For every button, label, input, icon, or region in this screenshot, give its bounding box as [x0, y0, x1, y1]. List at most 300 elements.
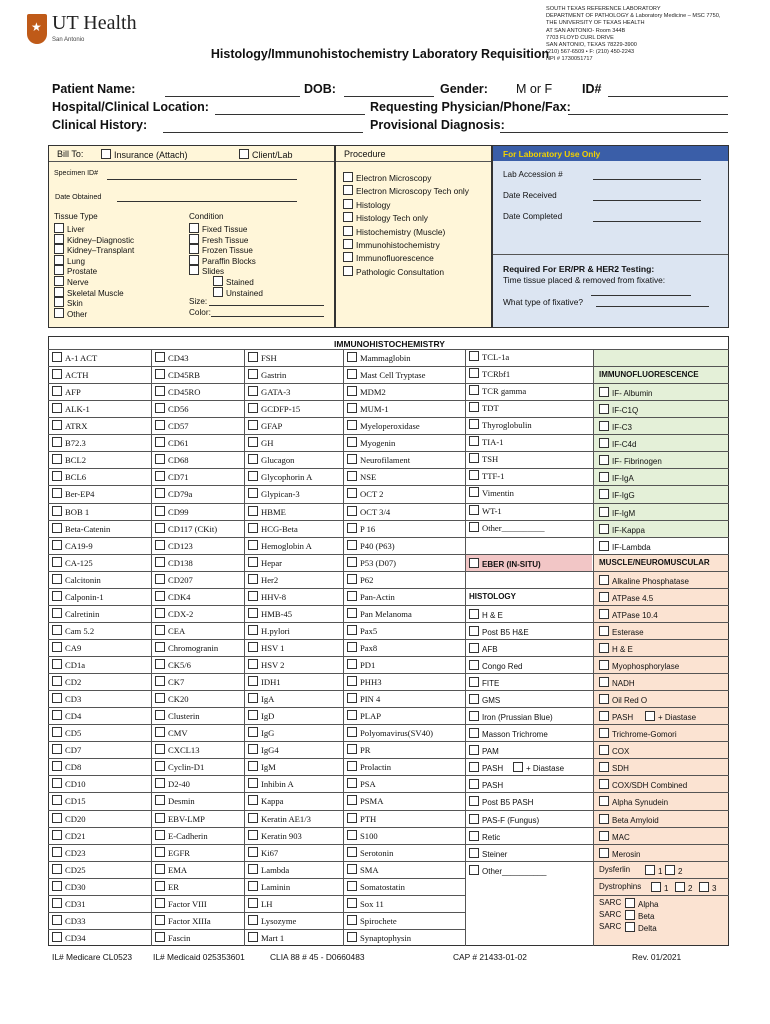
- grid-row-divider: [244, 792, 343, 793]
- grid-row-divider: [593, 417, 729, 418]
- if-checkbox[interactable]: IF-C4d: [599, 438, 636, 449]
- ihc-test-checkbox[interactable]: CDX-2: [155, 608, 193, 619]
- tissue-checkbox[interactable]: Skin: [54, 297, 83, 308]
- muscle-diastase-checkbox[interactable]: + Diastase: [645, 711, 696, 722]
- ihc-test-checkbox[interactable]: CD207: [155, 574, 193, 585]
- ihc-test-checkbox[interactable]: PSA: [347, 778, 376, 789]
- histology-checkbox[interactable]: Post B5 PASH: [469, 796, 533, 807]
- ihc-test-checkbox[interactable]: CMV: [155, 727, 188, 738]
- grid-row-divider: [151, 451, 244, 452]
- specimen-id-field[interactable]: [107, 179, 297, 180]
- ihc-test-checkbox[interactable]: P 16: [347, 523, 375, 534]
- ihc-test-checkbox[interactable]: CDK4: [155, 591, 190, 602]
- ihc-test-checkbox[interactable]: CD25: [52, 864, 86, 875]
- tissue-checkbox[interactable]: Kidney–Diagnostic: [54, 234, 134, 245]
- histology-checkbox[interactable]: PASH: [469, 762, 503, 773]
- ihc-test-checkbox[interactable]: TTF-1: [469, 470, 504, 481]
- procedure-checkbox[interactable]: Immunofluorescence: [343, 252, 434, 263]
- grid-row-divider: [48, 895, 151, 896]
- if-checkbox[interactable]: IF- Albumin: [599, 387, 652, 398]
- condition-checkbox[interactable]: Slides: [189, 265, 224, 276]
- ihc-test-checkbox[interactable]: Neurofilament: [347, 454, 410, 465]
- dob-field[interactable]: [344, 96, 434, 97]
- ihc-test-checkbox[interactable]: Calponin-1: [52, 591, 104, 602]
- ihc-test-checkbox[interactable]: CD34: [52, 932, 86, 943]
- histology-checkbox[interactable]: AFB: [469, 643, 498, 654]
- ihc-test-checkbox[interactable]: GATA-3: [248, 386, 290, 397]
- grid-row-divider: [593, 366, 729, 367]
- location-field[interactable]: [215, 114, 365, 115]
- ihc-test-checkbox[interactable]: CD20: [52, 813, 86, 824]
- grid-row-divider: [465, 724, 593, 725]
- ihc-test-checkbox[interactable]: P62: [347, 574, 373, 585]
- muscle-checkbox[interactable]: Myophosphorylase: [599, 660, 679, 671]
- grid-row-divider: [465, 503, 593, 504]
- ihc-test-checkbox[interactable]: Keratin 903: [248, 830, 302, 841]
- histology-checkbox[interactable]: PAS-F (Fungus): [469, 814, 539, 825]
- size-field[interactable]: [209, 305, 324, 306]
- ihc-test-checkbox[interactable]: NSE: [347, 471, 376, 482]
- procedure-checkbox[interactable]: Electron Microscopy Tech only: [343, 185, 469, 196]
- ihc-test-checkbox[interactable]: Mammaglobin: [347, 352, 411, 363]
- unstained-checkbox[interactable]: Unstained: [213, 287, 263, 298]
- if-checkbox[interactable]: IF- Fibrinogen: [599, 455, 662, 466]
- ihc-test-checkbox[interactable]: CD1a: [52, 659, 85, 670]
- histology-checkbox[interactable]: PASH: [469, 779, 503, 790]
- grid-row-divider: [151, 639, 244, 640]
- if-checkbox[interactable]: IF-IgA: [599, 472, 634, 483]
- ihc-test-checkbox[interactable]: Laminin: [248, 881, 290, 892]
- grid-row-divider: [343, 588, 465, 589]
- ihc-test-checkbox[interactable]: PTH: [347, 813, 376, 824]
- ihc-test-checkbox[interactable]: CD138: [155, 557, 193, 568]
- ihc-test-checkbox[interactable]: HBME: [248, 506, 286, 517]
- ihc-test-checkbox[interactable]: CEA: [155, 625, 185, 636]
- grid-row-divider: [343, 571, 465, 572]
- dysferlin-2-checkbox[interactable]: 2: [665, 865, 682, 876]
- ihc-test-checkbox[interactable]: TDT: [469, 402, 499, 413]
- ihc-test-checkbox[interactable]: ALK-1: [52, 403, 90, 414]
- grid-row-divider: [465, 639, 593, 640]
- histology-checkbox[interactable]: H & E: [469, 609, 503, 620]
- date-completed-field[interactable]: [593, 221, 701, 222]
- lab-accession-field[interactable]: [593, 179, 701, 180]
- ihc-test-checkbox[interactable]: Chromogranin: [155, 642, 218, 653]
- ihc-test-checkbox[interactable]: BCL2: [52, 454, 86, 465]
- ihc-test-checkbox[interactable]: Spirochete: [347, 915, 397, 926]
- ihc-test-checkbox[interactable]: GH: [248, 437, 273, 448]
- grid-row-divider: [343, 417, 465, 418]
- grid-row-divider: [343, 468, 465, 469]
- grid-row-divider: [244, 741, 343, 742]
- ihc-test-checkbox[interactable]: CD15: [52, 795, 86, 806]
- ihc-test-checkbox[interactable]: Kappa: [248, 795, 283, 806]
- ihc-test-checkbox[interactable]: CD43: [155, 352, 189, 363]
- ihc-test-checkbox[interactable]: D2-40: [155, 778, 190, 789]
- histology-checkbox[interactable]: Retic: [469, 831, 500, 842]
- histology-checkbox[interactable]: Steiner: [469, 848, 507, 859]
- ihc-test-checkbox[interactable]: CK5/6: [155, 659, 191, 670]
- grid-row-divider: [48, 537, 151, 538]
- ihc-test-checkbox[interactable]: SMA: [347, 864, 379, 875]
- ihc-test-checkbox[interactable]: B72.3: [52, 437, 86, 448]
- condition-checkbox[interactable]: Fixed Tissue: [189, 223, 247, 234]
- ihc-test-checkbox[interactable]: IgG: [248, 727, 274, 738]
- dysferlin-1-checkbox[interactable]: 1: [645, 865, 662, 876]
- grid-row-divider: [151, 605, 244, 606]
- tissue-checkbox[interactable]: Liver: [54, 223, 85, 234]
- date-obtained-field[interactable]: [117, 201, 297, 202]
- ihc-test-checkbox[interactable]: Keratin AE1/3: [248, 813, 311, 824]
- tissue-checkbox[interactable]: Skeletal Muscle: [54, 287, 124, 298]
- ihc-test-checkbox[interactable]: EBV-LMP: [155, 813, 205, 824]
- ihc-test-checkbox[interactable]: HCG-Beta: [248, 523, 298, 534]
- ihc-test-checkbox[interactable]: Myeloperoxidase: [347, 420, 420, 431]
- grid-row-divider: [48, 468, 151, 469]
- ihc-test-checkbox[interactable]: PHH3: [347, 676, 382, 687]
- ihc-test-checkbox[interactable]: Prolactin: [347, 761, 391, 772]
- grid-row-divider: [151, 383, 244, 384]
- erpr-fixative-time-field[interactable]: [591, 295, 691, 296]
- ihc-test-checkbox[interactable]: TCL-1a: [469, 351, 509, 362]
- ihc-test-checkbox[interactable]: P40 (P63): [347, 540, 395, 551]
- ihc-test-checkbox[interactable]: EGFR: [155, 847, 190, 858]
- muscle-checkbox[interactable]: ATPase 10.4: [599, 609, 658, 620]
- grid-row-divider: [465, 571, 593, 572]
- ihc-test-checkbox[interactable]: CD7: [52, 744, 81, 755]
- muscle-checkbox[interactable]: Alpha Synudein: [599, 796, 668, 807]
- histology-checkbox[interactable]: PAM: [469, 745, 499, 756]
- ihc-test-checkbox[interactable]: IDH1: [248, 676, 281, 687]
- ihc-test-checkbox[interactable]: GCDFP-15: [248, 403, 300, 414]
- ihc-test-checkbox[interactable]: WT-1: [469, 505, 502, 516]
- footer-clia: CLIA 88 # 45 - D0660483: [270, 952, 365, 962]
- ihc-test-checkbox[interactable]: CA19-9: [52, 540, 93, 551]
- ihc-test-checkbox[interactable]: TCR gamma: [469, 385, 526, 396]
- ihc-test-checkbox[interactable]: IgD: [248, 710, 274, 721]
- ihc-test-checkbox[interactable]: CD33: [52, 915, 86, 926]
- muscle-checkbox[interactable]: MAC: [599, 831, 630, 842]
- erpr-fixative-type-field[interactable]: [596, 306, 709, 307]
- ihc-test-checkbox[interactable]: CD8: [52, 761, 81, 772]
- ihc-test-checkbox[interactable]: Other__________: [469, 522, 545, 533]
- ihc-test-checkbox[interactable]: CD31: [52, 898, 86, 909]
- bill-to-label: Bill To:: [57, 149, 84, 159]
- muscle-checkbox[interactable]: COX: [599, 745, 629, 756]
- grid-divider: [343, 349, 344, 946]
- ihc-test-checkbox[interactable]: Thyroglobulin: [469, 419, 532, 430]
- ihc-test-checkbox[interactable]: Hemoglobin A: [248, 540, 312, 551]
- color-field[interactable]: [211, 316, 324, 317]
- ihc-test-checkbox[interactable]: GFAP: [248, 420, 282, 431]
- insurance-checkbox[interactable]: Insurance (Attach): [101, 149, 188, 160]
- ihc-test-checkbox[interactable]: Sox 11: [347, 898, 384, 909]
- ihc-test-checkbox[interactable]: Clusterin: [155, 710, 200, 721]
- muscle-checkbox[interactable]: Esterase: [599, 626, 644, 637]
- ihc-test-checkbox[interactable]: Cyclin-D1: [155, 761, 204, 772]
- histology-checkbox[interactable]: Iron (Prussian Blue): [469, 711, 553, 722]
- ihc-test-checkbox[interactable]: Hepar: [248, 557, 282, 568]
- ihc-test-checkbox[interactable]: Factor XIIIa: [155, 915, 211, 926]
- muscle-checkbox[interactable]: SDH: [599, 762, 629, 773]
- footer-cap: CAP # 21433-01-02: [453, 952, 527, 962]
- grid-row-divider: [244, 861, 343, 862]
- histology-checkbox[interactable]: Other__________: [469, 865, 547, 876]
- ihc-test-checkbox[interactable]: Pax8: [347, 642, 377, 653]
- tissue-checkbox[interactable]: Lung: [54, 255, 85, 266]
- histology-checkbox[interactable]: Post B5 H&E: [469, 626, 529, 637]
- date-received-field[interactable]: [593, 200, 701, 201]
- grid-row-divider: [151, 434, 244, 435]
- grid-row-divider: [48, 792, 151, 793]
- history-label: Clinical History:: [52, 118, 148, 132]
- ihc-test-checkbox[interactable]: Inhibin A: [248, 778, 294, 789]
- id-field[interactable]: [608, 96, 728, 97]
- ihc-test-checkbox[interactable]: CD10: [52, 778, 86, 789]
- ihc-test-checkbox[interactable]: H.pylori: [248, 625, 290, 636]
- ihc-test-checkbox[interactable]: FSH: [248, 352, 277, 363]
- ihc-test-checkbox[interactable]: PLAP: [347, 710, 381, 721]
- ihc-test-checkbox[interactable]: Desmin: [155, 795, 195, 806]
- if-checkbox[interactable]: IF-C1Q: [599, 404, 638, 415]
- ihc-test-checkbox[interactable]: Cam 5.2: [52, 625, 94, 636]
- procedure-checkbox[interactable]: Histology Tech only: [343, 212, 428, 223]
- ihc-test-checkbox[interactable]: BCL6: [52, 471, 86, 482]
- ihc-test-checkbox[interactable]: Her2: [248, 574, 278, 585]
- ihc-test-checkbox[interactable]: OCT 2: [347, 488, 383, 499]
- ihc-test-checkbox[interactable]: MDM2: [347, 386, 386, 397]
- client-lab-checkbox[interactable]: Client/Lab: [239, 149, 293, 160]
- procedure-checkbox[interactable]: Pathologic Consultation: [343, 266, 444, 277]
- grid-row-divider: [465, 605, 593, 606]
- if-checkbox[interactable]: IF-Kappa: [599, 524, 645, 535]
- tissue-checkbox[interactable]: Kidney–Transplant: [54, 244, 134, 255]
- ihc-test-checkbox[interactable]: CD45RB: [155, 369, 200, 380]
- ihc-test-checkbox[interactable]: PIN 4: [347, 693, 380, 704]
- procedure-checkbox[interactable]: Histochemistry (Muscle): [343, 226, 445, 237]
- gender-options[interactable]: M or F: [516, 82, 553, 96]
- stained-checkbox[interactable]: Stained: [213, 276, 254, 287]
- ihc-test-checkbox[interactable]: Serotonin: [347, 847, 393, 858]
- ihc-test-checkbox[interactable]: Lysozyme: [248, 915, 296, 926]
- grid-row-divider: [244, 571, 343, 572]
- ihc-test-checkbox[interactable]: Gastrin: [248, 369, 286, 380]
- grid-row-divider: [151, 468, 244, 469]
- ihc-test-checkbox[interactable]: CXCL13: [155, 744, 200, 755]
- sarc-delta-checkbox[interactable]: Delta: [625, 922, 657, 933]
- ihc-test-checkbox[interactable]: A-1 ACT: [52, 352, 97, 363]
- ihc-test-checkbox[interactable]: E-Cadherin: [155, 830, 208, 841]
- eber-checkbox[interactable]: EBER (IN-SITU): [469, 558, 541, 569]
- tissue-checkbox[interactable]: Other: [54, 308, 87, 319]
- grid-row-divider: [343, 741, 465, 742]
- grid-row-divider: [465, 792, 593, 793]
- ihc-test-checkbox[interactable]: IgG4: [248, 744, 279, 755]
- ihc-test-checkbox[interactable]: Myogenin: [347, 437, 395, 448]
- ihc-test-checkbox[interactable]: TCRbf1: [469, 368, 510, 379]
- ihc-test-checkbox[interactable]: CD61: [155, 437, 189, 448]
- if-checkbox[interactable]: IF-IgG: [599, 489, 635, 500]
- condition-checkbox[interactable]: Frozen Tissue: [189, 244, 253, 255]
- physician-field[interactable]: [568, 114, 728, 115]
- ihc-test-checkbox[interactable]: Synaptophysin: [347, 932, 411, 943]
- grid-row-divider: [48, 588, 151, 589]
- ihc-test-checkbox[interactable]: CA-125: [52, 557, 93, 568]
- ihc-test-checkbox[interactable]: CD57: [155, 420, 189, 431]
- ihc-test-checkbox[interactable]: Polyomavirus(SV40): [347, 727, 433, 738]
- grid-row-divider: [343, 554, 465, 555]
- muscle-checkbox[interactable]: Beta Amyloid: [599, 814, 659, 825]
- grid-row-divider: [465, 400, 593, 401]
- if-checkbox[interactable]: IF-Lambda: [599, 541, 651, 552]
- ihc-test-checkbox[interactable]: Calretinin: [52, 608, 99, 619]
- ihc-test-checkbox[interactable]: CD5: [52, 727, 81, 738]
- if-checkbox[interactable]: IF-C3: [599, 421, 632, 432]
- ihc-test-checkbox[interactable]: Somatostatin: [347, 881, 405, 892]
- ihc-test-checkbox[interactable]: Glypican-3: [248, 488, 300, 499]
- sarc-beta-checkbox[interactable]: Beta: [625, 910, 654, 921]
- ihc-test-checkbox[interactable]: AFP: [52, 386, 81, 397]
- muscle-checkbox[interactable]: PASH: [599, 711, 633, 722]
- grid-row-divider: [343, 485, 465, 486]
- muscle-checkbox[interactable]: COX/SDH Combined: [599, 779, 687, 790]
- ihc-test-checkbox[interactable]: EMA: [155, 864, 187, 875]
- diastase-checkbox[interactable]: + Diastase: [513, 762, 564, 773]
- ihc-test-checkbox[interactable]: PD1: [347, 659, 375, 670]
- ihc-test-checkbox[interactable]: ATRX: [52, 420, 87, 431]
- ihc-test-checkbox[interactable]: CD4: [52, 710, 81, 721]
- ihc-test-checkbox[interactable]: HMB-45: [248, 608, 292, 619]
- ihc-test-checkbox[interactable]: OCT 3/4: [347, 506, 390, 517]
- ihc-test-checkbox[interactable]: IgA: [248, 693, 274, 704]
- ihc-test-checkbox[interactable]: Glucagon: [248, 454, 294, 465]
- ihc-test-checkbox[interactable]: Pan-Actin: [347, 591, 395, 602]
- histology-checkbox[interactable]: Congo Red: [469, 660, 522, 671]
- ihc-test-checkbox[interactable]: CD2: [52, 676, 81, 687]
- histology-checkbox[interactable]: FITE: [469, 677, 499, 688]
- ihc-test-checkbox[interactable]: CD99: [155, 506, 189, 517]
- grid-row-divider: [244, 707, 343, 708]
- tissue-checkbox[interactable]: Prostate: [54, 265, 97, 276]
- ihc-test-checkbox[interactable]: CD79a: [155, 488, 192, 499]
- procedure-checkbox[interactable]: Histology: [343, 199, 390, 210]
- ihc-test-checkbox[interactable]: HSV 1: [248, 642, 284, 653]
- histology-checkbox[interactable]: GMS: [469, 694, 500, 705]
- grid-row-divider: [151, 673, 244, 674]
- ihc-test-checkbox[interactable]: Glycophorin A: [248, 471, 312, 482]
- ihc-test-checkbox[interactable]: S100: [347, 830, 378, 841]
- dystrophins-1-checkbox[interactable]: 1: [651, 882, 668, 893]
- ihc-test-checkbox[interactable]: HSV 2: [248, 659, 284, 670]
- ihc-test-checkbox[interactable]: CD123: [155, 540, 193, 551]
- procedure-checkbox[interactable]: Electron Microscopy: [343, 172, 431, 183]
- ihc-test-checkbox[interactable]: CK7: [155, 676, 184, 687]
- history-field[interactable]: [163, 132, 363, 133]
- muscle-checkbox[interactable]: Alkaline Phosphatase: [599, 575, 689, 586]
- dystrophins-2-checkbox[interactable]: 2: [675, 882, 692, 893]
- diagnosis-field[interactable]: [500, 132, 728, 133]
- ihc-test-checkbox[interactable]: ER: [155, 881, 179, 892]
- muscle-checkbox[interactable]: Trichrome-Gomori: [599, 728, 677, 739]
- ihc-test-checkbox[interactable]: CD68: [155, 454, 189, 465]
- ihc-test-checkbox[interactable]: Lambda: [248, 864, 289, 875]
- muscle-checkbox[interactable]: H & E: [599, 643, 633, 654]
- ihc-test-checkbox[interactable]: MUM-1: [347, 403, 389, 414]
- ihc-test-checkbox[interactable]: CD71: [155, 471, 189, 482]
- ihc-test-checkbox[interactable]: PR: [347, 744, 371, 755]
- grid-row-divider: [48, 639, 151, 640]
- lab-use-section: [492, 145, 729, 328]
- ihc-test-checkbox[interactable]: P53 (D07): [347, 557, 396, 568]
- ihc-test-checkbox[interactable]: CD3: [52, 693, 81, 704]
- grid-row-divider: [593, 690, 729, 691]
- ihc-test-checkbox[interactable]: Mart 1: [248, 932, 284, 943]
- ihc-test-checkbox[interactable]: HHV-8: [248, 591, 286, 602]
- logo-name: UT Health: [52, 12, 137, 34]
- ihc-test-checkbox[interactable]: TSH: [469, 453, 498, 464]
- grid-row-divider: [244, 588, 343, 589]
- id-label: ID#: [582, 82, 602, 96]
- muscle-checkbox[interactable]: ATPase 4.5: [599, 592, 653, 603]
- grid-row-divider: [48, 400, 151, 401]
- muscle-checkbox[interactable]: Merosin: [599, 848, 640, 859]
- dystrophins-3-checkbox[interactable]: 3: [699, 882, 716, 893]
- condition-checkbox[interactable]: Paraffin Blocks: [189, 255, 256, 266]
- ihc-test-checkbox[interactable]: CA9: [52, 642, 81, 653]
- ihc-test-checkbox[interactable]: Vimentin: [469, 487, 514, 498]
- ihc-test-checkbox[interactable]: Beta-Catenin: [52, 523, 110, 534]
- ihc-test-checkbox[interactable]: ACTH: [52, 369, 88, 380]
- grid-row-divider: [343, 605, 465, 606]
- sarc-alpha-checkbox[interactable]: Alpha: [625, 898, 658, 909]
- patient-name-field[interactable]: [165, 96, 300, 97]
- ihc-test-checkbox[interactable]: Ki67: [248, 847, 278, 858]
- ihc-test-checkbox[interactable]: Ber-EP4: [52, 488, 94, 499]
- ihc-test-checkbox[interactable]: Calcitonin: [52, 574, 101, 585]
- grid-row-divider: [151, 844, 244, 845]
- grid-row-divider: [593, 451, 729, 452]
- muscle-checkbox[interactable]: NADH: [599, 677, 635, 688]
- ihc-test-checkbox[interactable]: CD23: [52, 847, 86, 858]
- ihc-test-checkbox[interactable]: PSMA: [347, 795, 383, 806]
- ihc-test-checkbox[interactable]: IgM: [248, 761, 276, 772]
- ihc-test-checkbox[interactable]: CK20: [155, 693, 189, 704]
- condition-checkbox[interactable]: Fresh Tissue: [189, 234, 248, 245]
- ihc-test-checkbox[interactable]: Fascin: [155, 932, 190, 943]
- ihc-test-checkbox[interactable]: CD56: [155, 403, 189, 414]
- tissue-checkbox[interactable]: Nerve: [54, 276, 89, 287]
- ihc-test-checkbox[interactable]: Pan Melanoma: [347, 608, 412, 619]
- ihc-test-checkbox[interactable]: Factor VIII: [155, 898, 207, 909]
- ihc-test-checkbox[interactable]: Mast Cell Tryptase: [347, 369, 425, 380]
- histology-checkbox[interactable]: Masson Trichrome: [469, 728, 548, 739]
- ihc-test-checkbox[interactable]: LH: [248, 898, 272, 909]
- grid-row-divider: [244, 366, 343, 367]
- ihc-test-checkbox[interactable]: CD30: [52, 881, 86, 892]
- specimen-id-label: Specimen ID#: [54, 170, 98, 177]
- if-checkbox[interactable]: IF-IgM: [599, 507, 635, 518]
- procedure-checkbox[interactable]: Immunohistochemistry: [343, 239, 440, 250]
- ihc-test-checkbox[interactable]: Pax5: [347, 625, 377, 636]
- ihc-test-checkbox[interactable]: CD21: [52, 830, 86, 841]
- ihc-test-checkbox[interactable]: CD45RO: [155, 386, 200, 397]
- histology-title: HISTOLOGY: [469, 591, 516, 601]
- ihc-test-checkbox[interactable]: BOB 1: [52, 506, 89, 517]
- ihc-test-checkbox[interactable]: CD117 (CKit): [155, 523, 217, 534]
- ihc-test-checkbox[interactable]: TIA-1: [469, 436, 503, 447]
- grid-row-divider: [151, 520, 244, 521]
- muscle-checkbox[interactable]: Oil Red O: [599, 694, 647, 705]
